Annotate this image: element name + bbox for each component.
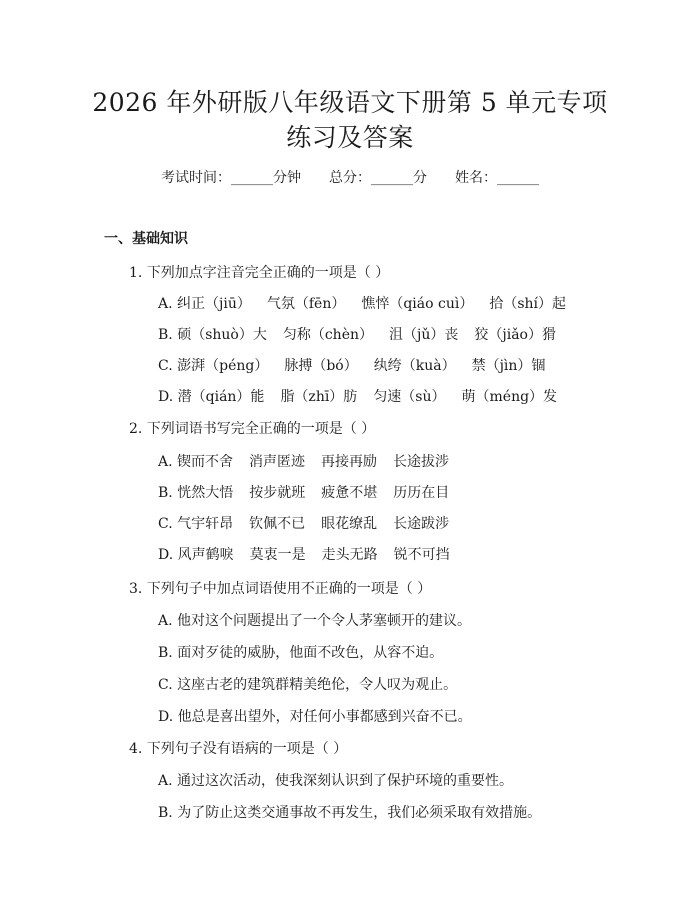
option-part: 萌（méng）发 <box>461 389 558 405</box>
option-part: A. 纠正（jiū） <box>158 296 251 312</box>
option-part: 锐不可挡 <box>393 547 450 563</box>
option-part: 走头无路 <box>321 547 378 563</box>
option-part: 气氛（fēn） <box>266 296 346 312</box>
answer-option <box>158 544 450 566</box>
option-part: 按步就班 <box>249 485 306 501</box>
option-part: 疲惫不堪 <box>321 485 378 501</box>
document-title-line-1: 2026 年外研版八年级语文下册第 5 单元专项 <box>92 88 608 117</box>
option-part: 匀速（sù） <box>373 389 446 405</box>
option-part: 纨绔（kuà） <box>373 358 456 374</box>
answer-option <box>158 355 545 377</box>
option-part: 长途跋涉 <box>393 516 450 532</box>
answer-option <box>158 293 566 315</box>
question-stem: 1. 下列加点字注音完全正确的一项是（ ） <box>129 265 390 281</box>
option-part: C. 气宇轩昂 <box>158 516 234 532</box>
answer-option <box>158 324 556 346</box>
option-part: D. 风声鹤唳 <box>158 547 234 563</box>
answer-option: B. 面对歹徒的威胁，他面不改色，从容不迫。 <box>158 645 444 661</box>
option-part: 脉搏（bó） <box>284 358 358 374</box>
question-stem: 3. 下列句子中加点词语使用不正确的一项是（ ） <box>129 581 432 597</box>
question-stem: 2. 下列词语书写完全正确的一项是（ ） <box>129 421 376 437</box>
option-part: 脂（zhī）肪 <box>280 389 358 405</box>
option-part: 狡（jiǎo）猾 <box>474 327 556 343</box>
option-part: 沮（jǔ）丧 <box>389 327 459 343</box>
question-stem: 4. 下列句子没有语病的一项是（ ） <box>129 741 348 757</box>
option-part: D. 潜（qián）能 <box>158 389 265 405</box>
option-part: 拾（shí）起 <box>489 296 567 312</box>
option-part: 眼花缭乱 <box>321 516 378 532</box>
section-heading: 一、基础知识 <box>104 231 188 247</box>
answer-option <box>158 482 449 504</box>
answer-option: A. 他对这个问题提出了一个令人茅塞顿开的建议。 <box>158 613 472 629</box>
option-part: 莫衷一是 <box>249 547 306 563</box>
answer-option: A. 通过这次活动，使我深刻认识到了保护环境的重要性。 <box>158 773 514 789</box>
option-part: 禁（jìn）锢 <box>471 358 546 374</box>
document-title-line-2: 练习及答案 <box>286 123 414 152</box>
option-part: 钦佩不已 <box>249 516 306 532</box>
option-part: A. 锲而不舍 <box>158 454 234 470</box>
answer-option: D. 他总是喜出望外，对任何小事都感到兴奋不已。 <box>158 709 472 725</box>
option-part: B. 恍然大悟 <box>158 485 234 501</box>
option-part: 再接再励 <box>321 454 378 470</box>
option-part: 长途拔涉 <box>393 454 450 470</box>
exam-meta <box>0 167 700 189</box>
answer-option: B. 为了防止这类交通事故不再发生，我们必须采取有效措施。 <box>158 805 542 821</box>
score-label: 总分：______分 <box>329 170 427 186</box>
answer-option <box>158 451 449 473</box>
option-part: 消声匿迹 <box>249 454 306 470</box>
option-part: 匀称（chèn） <box>282 327 374 343</box>
answer-option <box>158 513 449 535</box>
time-label: 考试时间：______分钟 <box>161 170 301 186</box>
answer-option <box>158 386 557 408</box>
name-label: 姓名：______ <box>455 170 539 186</box>
option-part: C. 澎湃（péng） <box>158 358 269 374</box>
answer-option: C. 这座古老的建筑群精美绝伦，令人叹为观止。 <box>158 677 458 693</box>
option-part: 历历在目 <box>393 485 450 501</box>
option-part: B. 硕（shuò）大 <box>158 327 267 343</box>
option-part: 憔悴（qiáo cuì） <box>361 296 474 312</box>
